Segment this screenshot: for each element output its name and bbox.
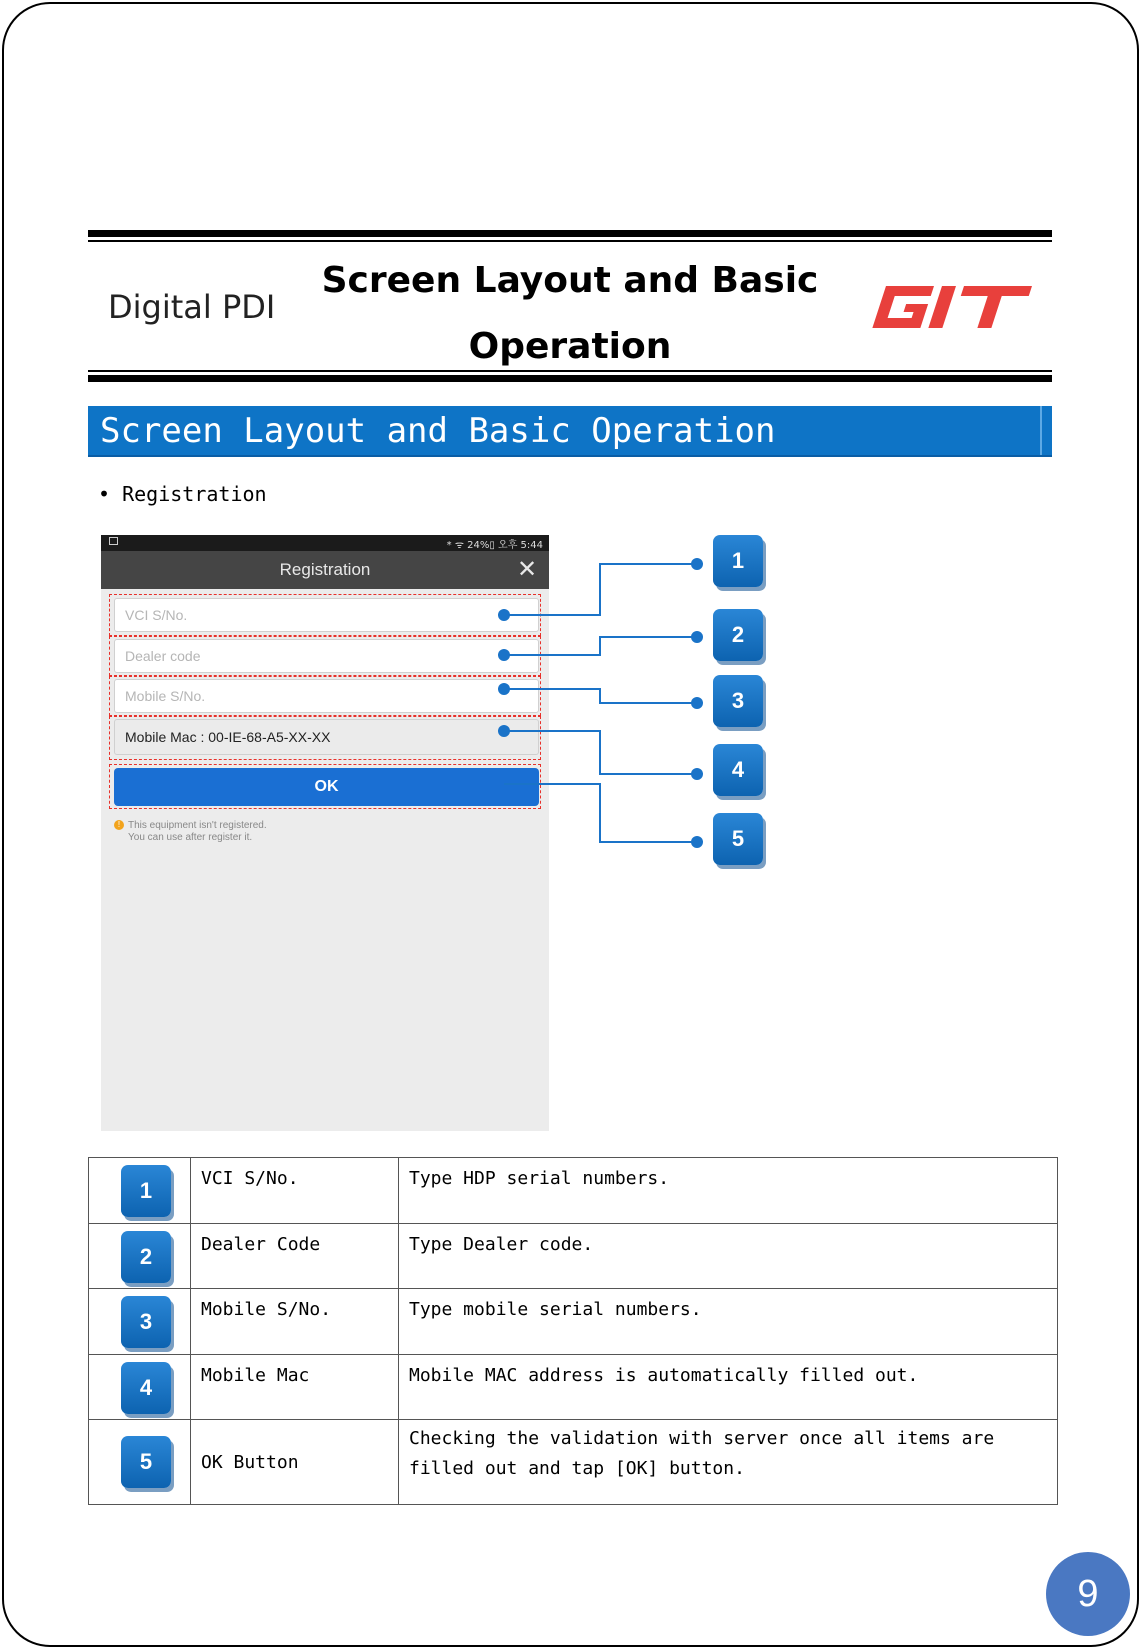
table-row	[89, 1223, 1058, 1289]
item-name: Mobile S/No.	[191, 1289, 399, 1355]
phone-screenshot	[101, 535, 549, 1131]
row-badge: 2	[121, 1231, 171, 1283]
table-row	[89, 1354, 1058, 1420]
git-logo	[872, 286, 1036, 328]
registration-notice	[114, 820, 267, 844]
close-icon[interactable]: ✕	[516, 555, 538, 583]
table-row	[89, 1420, 1058, 1505]
page-title-line2: Operation	[468, 326, 672, 367]
row-number-cell	[89, 1289, 191, 1355]
page-title	[300, 248, 840, 380]
callout-badge-2: 2	[713, 609, 763, 661]
gallery-icon	[109, 537, 118, 545]
row-badge: 1	[121, 1165, 171, 1217]
row-badge: 3	[121, 1296, 171, 1348]
item-description: Mobile MAC address is automatically filled out.	[399, 1354, 1058, 1420]
section-bar-edge	[1040, 406, 1042, 455]
row-number-cell	[89, 1354, 191, 1420]
row-number-cell	[89, 1223, 191, 1289]
row-number-cell	[89, 1158, 191, 1224]
ok-button[interactable]: OK	[114, 768, 539, 806]
warning-icon: !	[114, 820, 124, 830]
row-number-cell	[89, 1420, 191, 1505]
notice-line2: You can use after register it.	[128, 832, 253, 843]
row-badge: 4	[121, 1362, 171, 1414]
item-name: Dealer Code	[191, 1223, 399, 1289]
section-heading-bar	[88, 406, 1052, 457]
app-bar	[101, 551, 549, 589]
page-title-line1: Screen Layout and Basic	[321, 260, 819, 301]
status-bar	[101, 535, 549, 551]
item-description: Type Dealer code.	[399, 1223, 1058, 1289]
item-description: Checking the validation with server once all items are filled out and tap [OK] button.	[399, 1420, 1058, 1505]
callout-badge-5: 5	[713, 813, 763, 865]
app-title: Registration	[279, 560, 371, 579]
header-bottom-rule	[88, 375, 1052, 382]
row-badge: 5	[121, 1436, 171, 1488]
brand-digital-pdi: Digital PDI	[108, 288, 276, 326]
item-name: Mobile Mac	[191, 1354, 399, 1420]
callout-badge-4: 4	[713, 744, 763, 796]
description-table	[88, 1157, 1058, 1505]
status-indicators: * ᯤ 24%▯ 오후 5:44	[446, 540, 543, 551]
header-top-rule	[88, 230, 1052, 237]
item-description: Type mobile serial numbers.	[399, 1289, 1058, 1355]
mobile-serial-input[interactable]: Mobile S/No.	[114, 679, 539, 713]
callout-badge-3: 3	[713, 675, 763, 727]
table-row	[89, 1289, 1058, 1355]
item-description: Type HDP serial numbers.	[399, 1158, 1058, 1224]
header-top-rule-thin	[88, 240, 1052, 242]
item-name: OK Button	[191, 1420, 399, 1505]
callout-badge-1: 1	[713, 535, 763, 587]
vci-serial-input[interactable]: VCI S/No.	[114, 598, 539, 632]
bullet-registration: • Registration	[98, 482, 267, 506]
section-heading: Screen Layout and Basic Operation	[100, 411, 776, 451]
notice-line1: This equipment isn't registered.	[128, 820, 267, 831]
item-name: VCI S/No.	[191, 1158, 399, 1224]
header-bottom-rule-thin	[88, 370, 1052, 372]
mobile-mac-field: Mobile Mac : 00-IE-68-A5-XX-XX	[114, 719, 539, 755]
dealer-code-input[interactable]: Dealer code	[114, 639, 539, 673]
page-number: 9	[1046, 1552, 1130, 1636]
table-row	[89, 1158, 1058, 1224]
